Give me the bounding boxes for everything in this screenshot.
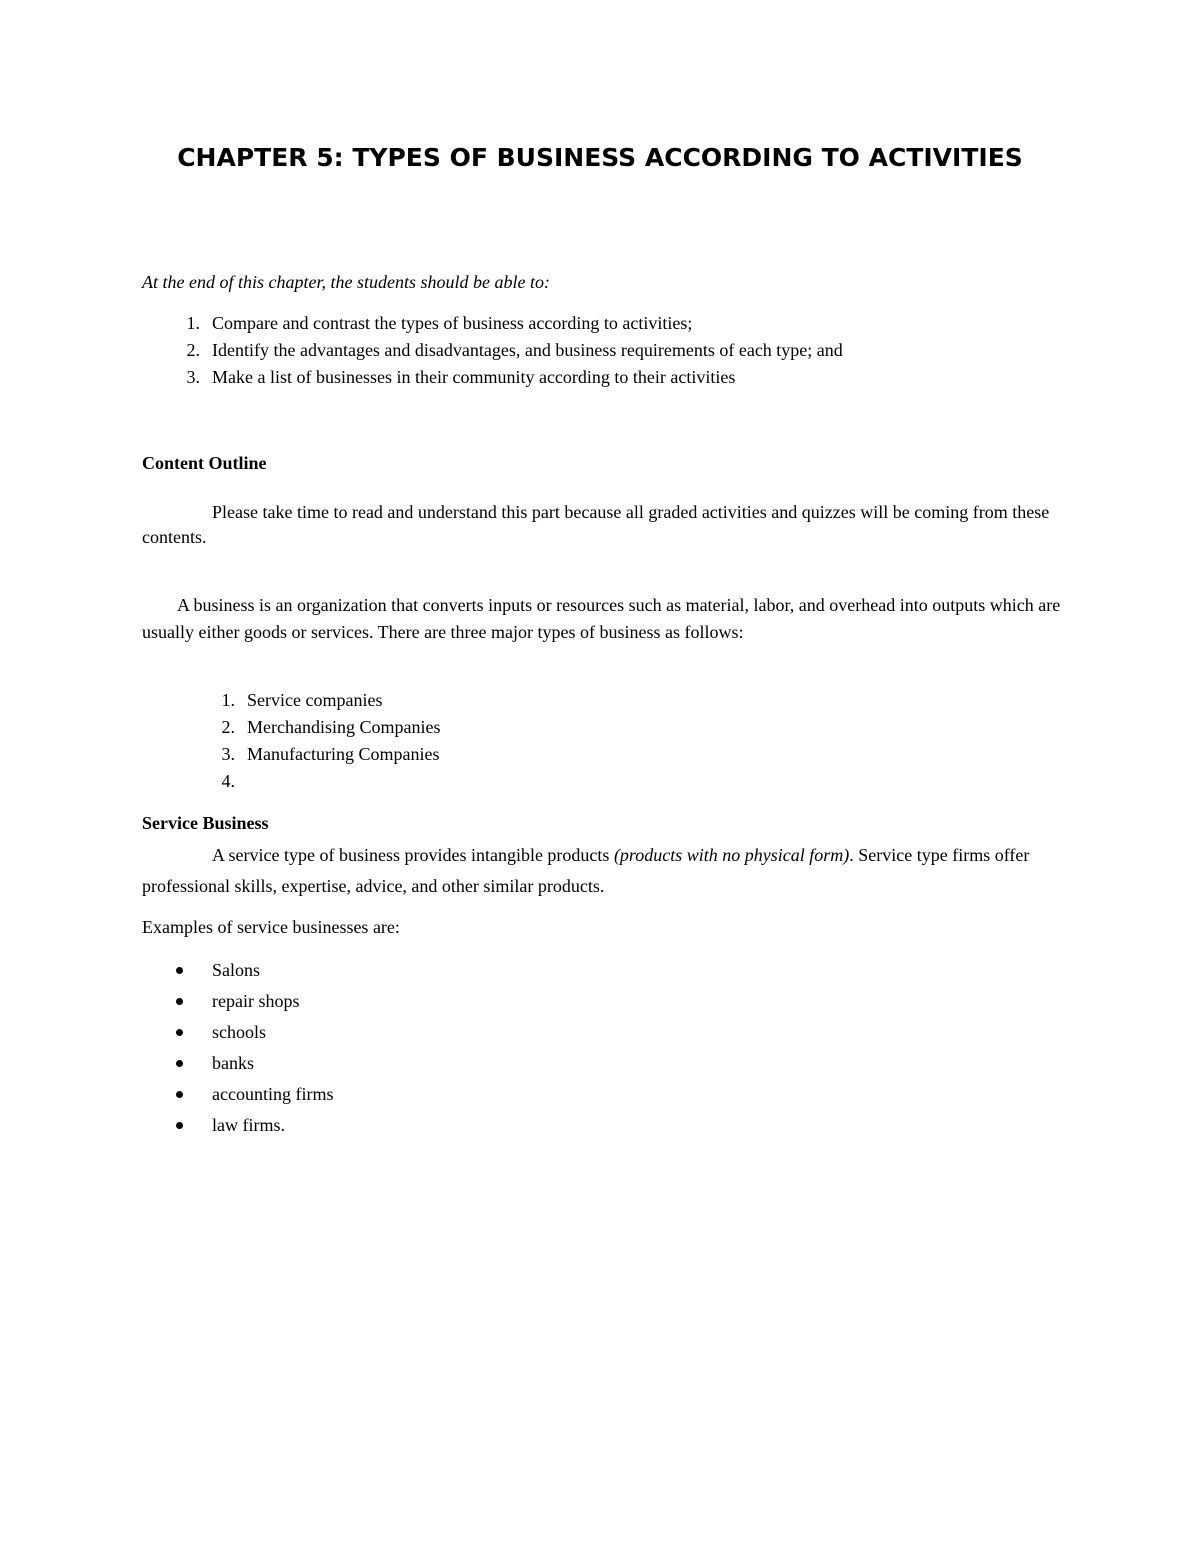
objectives-intro: At the end of this chapter, the students should be able to: <box>142 272 550 292</box>
business-type-item <box>221 768 440 795</box>
list-item <box>212 1048 333 1079</box>
bullet-icon <box>176 1091 183 1098</box>
objective-text: Identify the advantages and disadvantages, and business requirements of each type; and <box>212 340 843 360</box>
list-number: 4. <box>221 771 235 791</box>
objective-item <box>186 310 843 337</box>
list-item <box>212 955 333 986</box>
service-para-end: . Service type firms offer professional skills, expertise, advice, and other similar products. <box>142 845 1030 896</box>
service-business-paragraph <box>142 840 1072 902</box>
example-text: law firms. <box>212 1115 285 1135</box>
list-number: 2. <box>221 717 235 737</box>
example-text: repair shops <box>212 991 300 1011</box>
service-para-italic: (products with no physical form) <box>613 845 850 865</box>
business-definition: A business is an organization that converts inputs or resources such as material, labor, and overhead into outputs which are usually either goods or services. There are three major types of business as follows: <box>142 595 1061 642</box>
bullet-icon <box>176 1029 183 1036</box>
bullet-icon <box>176 1060 183 1067</box>
bullet-icon <box>176 967 183 974</box>
bullet-icon <box>176 1122 183 1129</box>
chapter-title: CHAPTER 5: TYPES OF BUSINESS ACCORDING TO ACTIVITIES <box>177 143 1023 172</box>
list-item <box>212 1079 333 1110</box>
list-number: 2. <box>186 340 200 360</box>
content-outline-heading: Content Outline <box>142 453 267 473</box>
business-types-list <box>221 687 441 795</box>
objective-text: Make a list of businesses in their community according to their activities <box>212 367 736 387</box>
service-para-start: A service type of business provides intangible products <box>212 845 614 865</box>
objectives-list <box>186 310 843 391</box>
business-type-text: Merchandising Companies <box>247 717 441 737</box>
business-type-item <box>221 687 440 714</box>
objective-item <box>186 364 843 391</box>
service-examples-list <box>212 955 333 1141</box>
business-type-text: Manufacturing Companies <box>247 744 440 764</box>
objective-item <box>186 337 843 364</box>
example-text: Salons <box>212 960 261 980</box>
business-type-item <box>221 741 440 768</box>
list-item <box>212 1110 333 1141</box>
bullet-icon <box>176 998 183 1005</box>
example-text: banks <box>212 1053 254 1073</box>
content-outline-note: Please take time to read and understand this part because all graded activities and quizzes will be coming from these contents. <box>142 502 1050 547</box>
objective-text: Compare and contrast the types of business according to activities; <box>212 313 693 333</box>
service-business-heading: Service Business <box>142 813 269 833</box>
example-text: schools <box>212 1022 266 1042</box>
list-number: 1. <box>221 690 235 710</box>
list-number: 3. <box>221 744 235 764</box>
list-number: 3. <box>186 367 200 387</box>
business-type-text: Service companies <box>247 690 383 710</box>
example-text: accounting firms <box>212 1084 334 1104</box>
list-item <box>212 1017 333 1048</box>
business-type-item <box>221 714 441 741</box>
list-number: 1. <box>186 313 200 333</box>
examples-intro: Examples of service businesses are: <box>142 917 400 937</box>
list-item <box>212 986 333 1017</box>
